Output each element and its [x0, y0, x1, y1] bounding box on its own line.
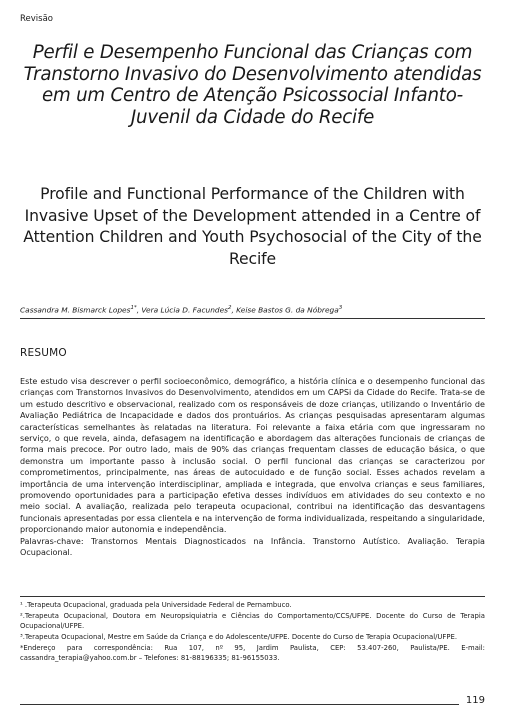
keywords: Palavras-chave: Transtornos Mentais Diagnosticados na Infância. Transtorno Autístico. Avaliação. Terapia Ocupacional.	[20, 536, 485, 558]
footnotes	[20, 600, 485, 664]
author-1-mark: 1*	[130, 305, 137, 311]
footnote-2: ².Terapeuta Ocupacional, Doutora em Neuropsiquiatria e Ciências do Comportamento/CCS/UFPE. Docente do Curso de Terapia Ocupacional/UFPE.	[20, 612, 485, 630]
footer-rule	[20, 704, 459, 705]
footnote-correspondence: *Endereço para correspondência: Rua 107, nº 95, Jardim Paulista, CEP: 53.407-260, Paulista/PE. E-mail: cassandra_terapia@yahoo.com.br – Telefones: 81-88196335; 81-96155033.	[20, 644, 485, 662]
author-line	[20, 305, 342, 314]
author-1: Cassandra M. Bismarck Lopes	[20, 305, 131, 315]
author-2-mark: 2	[227, 305, 232, 311]
title-portuguese: Perfil e Desempenho Funcional das Crianças com Transtorno Invasivo do Desenvolvimento atendidas em um Centro de Atenção Psicossocial Infanto-Juvenil da Cidade do Recife	[23, 42, 482, 128]
author-3-mark: 3	[338, 305, 343, 311]
header-divider	[20, 318, 485, 319]
author-2: , Vera Lúcia D. Facundes	[136, 305, 228, 315]
abstract-text: Este estudo visa descrever o perfil socioeconômico, demográfico, a história clínica e o desempenho funcional das crianças com Transtornos Invasivos do Desenvolvimento, atendidos em um CAPSi da Cidade do Recife. Trata-se de um estudo descritivo e observacional, realizado com os responsáveis de doze crianças, utilizando o Inventário de Avaliação Pediátrica de Incapacidade e dados dos prontuários. As crianças pesquisadas apresentaram algumas características semelhantes às relatadas na literatura. Foi relevante a faixa etária com que ingressaram no serviço, o que revela, ainda, defasagem na identificação e abordagem das alterações funcionais de crianças de forma mais precoce. Por outro lado, mais de 90% das crianças frequentam classes de educação básica, o que demonstra um importante passo à inclusão social. O perfil funcional das crianças se caracterizou por comprometimentos, principalmente, nas áreas de autocuidado e de função social. Esses achados revelam a importância de uma intervenção interdisciplinar, ampliada e integrada, que envolva crianças e seus familiares, promovendo oportunidades para a participação efetiva desses indivíduos em atividades do seu contexto e no meio social. A avaliação, realizada pelo terapeuta ocupacional, contribui na identificação das desvantagens funcionais apresentadas por essa clientela e na intervenção de forma individualizada, respeitando a singularidade, proporcionando maior autonomia e independência.	[20, 377, 485, 535]
abstract-heading: RESUMO	[20, 347, 67, 359]
footnote-3: ³.Terapeuta Ocupacional, Mestre em Saúde da Criança e do Adolescente/UFPE. Docente do Curso de Terapia Ocupacional/UFPE.	[20, 633, 457, 641]
abstract-body	[20, 376, 485, 559]
title-english: Profile and Functional Performance of the Children with Invasive Upset of the Development attended in a Centre of Attention Children and Youth Psychosocial of the City of the Recife	[23, 185, 482, 268]
section-label: Revisão	[20, 14, 53, 24]
page-number: 119	[465, 695, 485, 706]
footnote-divider	[20, 596, 485, 597]
footnote-1: ¹ .Terapeuta Ocupacional, graduada pela Universidade Federal de Pernambuco.	[20, 601, 292, 609]
author-3: , Keise Bastos G. da Nóbrega	[231, 305, 339, 315]
